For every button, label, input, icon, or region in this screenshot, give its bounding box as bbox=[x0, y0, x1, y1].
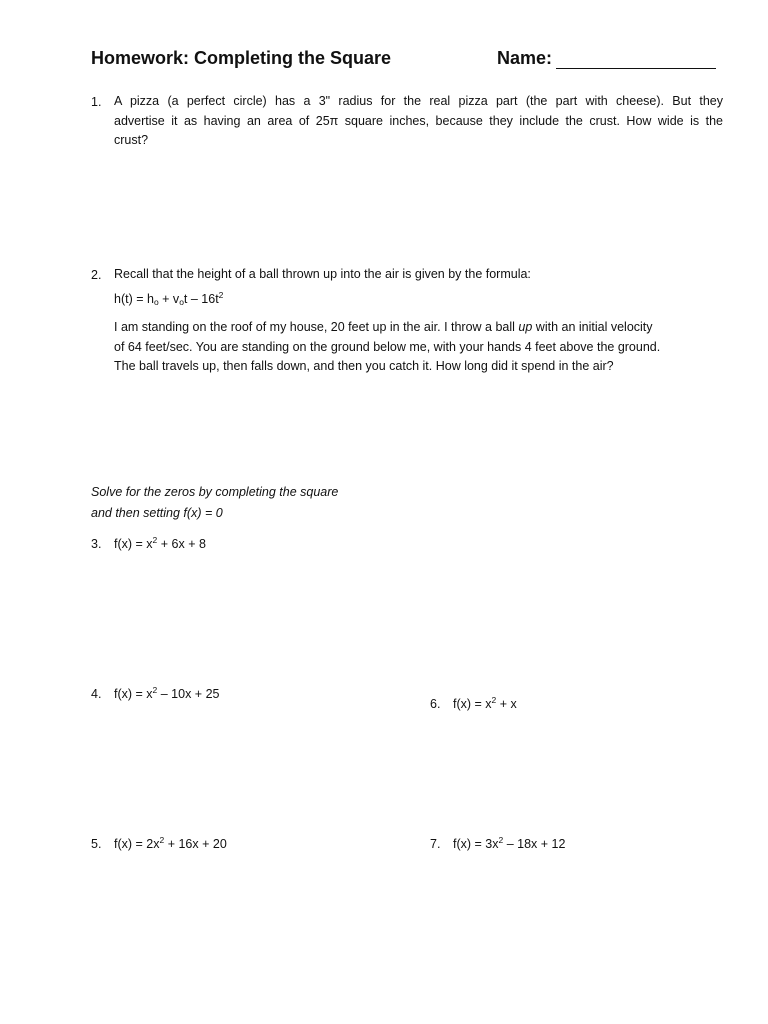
page-title: Homework: Completing the Square bbox=[91, 48, 392, 68]
problem-6-equation: $f(x) = x^2 + x$ bbox=[453, 695, 517, 711]
question-2-paragraph bbox=[114, 318, 724, 377]
question-1-text bbox=[114, 92, 723, 151]
question-1-number: 1. bbox=[91, 95, 102, 109]
problem-7-number: 7. bbox=[430, 837, 441, 851]
problem-5-equation: $f(x) = 2x^2 + 16x + 20$ bbox=[114, 835, 227, 851]
question-1-line: advertise it as having an area of 25π square inches, because they include the crust. How wide is the bbox=[114, 113, 723, 128]
problem-4-equation: $f(x) = x^2 - 10x + 25$ bbox=[114, 685, 220, 701]
problem-7-equation: $f(x) = 3x^2 - 18x + 12$ bbox=[453, 835, 566, 851]
question-2-line: The ball travels up, then falls down, and then you catch it. How long did it spend in the air? bbox=[114, 359, 614, 373]
question-1-line: A pizza (a perfect circle) has a 3" radius for the real pizza part (the part with cheese). But they bbox=[114, 94, 723, 108]
question-2-intro: Recall that the height of a ball thrown up into the air is given by the formula: bbox=[114, 267, 531, 281]
problem-4-number: 4. bbox=[91, 687, 102, 701]
problem-3-equation: $f(x) = x^2 + 6x + 8$ bbox=[114, 535, 206, 551]
height-formula: $h(t) = h_o + v_ot - 16t^2$ bbox=[114, 290, 224, 307]
name-label: Name: bbox=[497, 48, 553, 68]
question-2-number: 2. bbox=[91, 268, 102, 282]
name-blank-line[interactable] bbox=[556, 68, 716, 69]
question-1-line: crust? bbox=[114, 133, 149, 147]
instructions: Solve for the zeros by completing the square and then setting f(x) = 0 bbox=[91, 485, 339, 520]
problem-6-number: 6. bbox=[430, 697, 441, 711]
question-2-line: of 64 feet/sec. You are standing on the ground below me, with your hands 4 feet above the ground. bbox=[114, 339, 661, 354]
question-2-line: I am standing on the roof of my house, 20 feet up in the air. I throw a ball up with an initial velocity bbox=[114, 320, 653, 334]
problem-3-number: 3. bbox=[91, 537, 102, 551]
problem-5-number: 5. bbox=[91, 837, 102, 851]
